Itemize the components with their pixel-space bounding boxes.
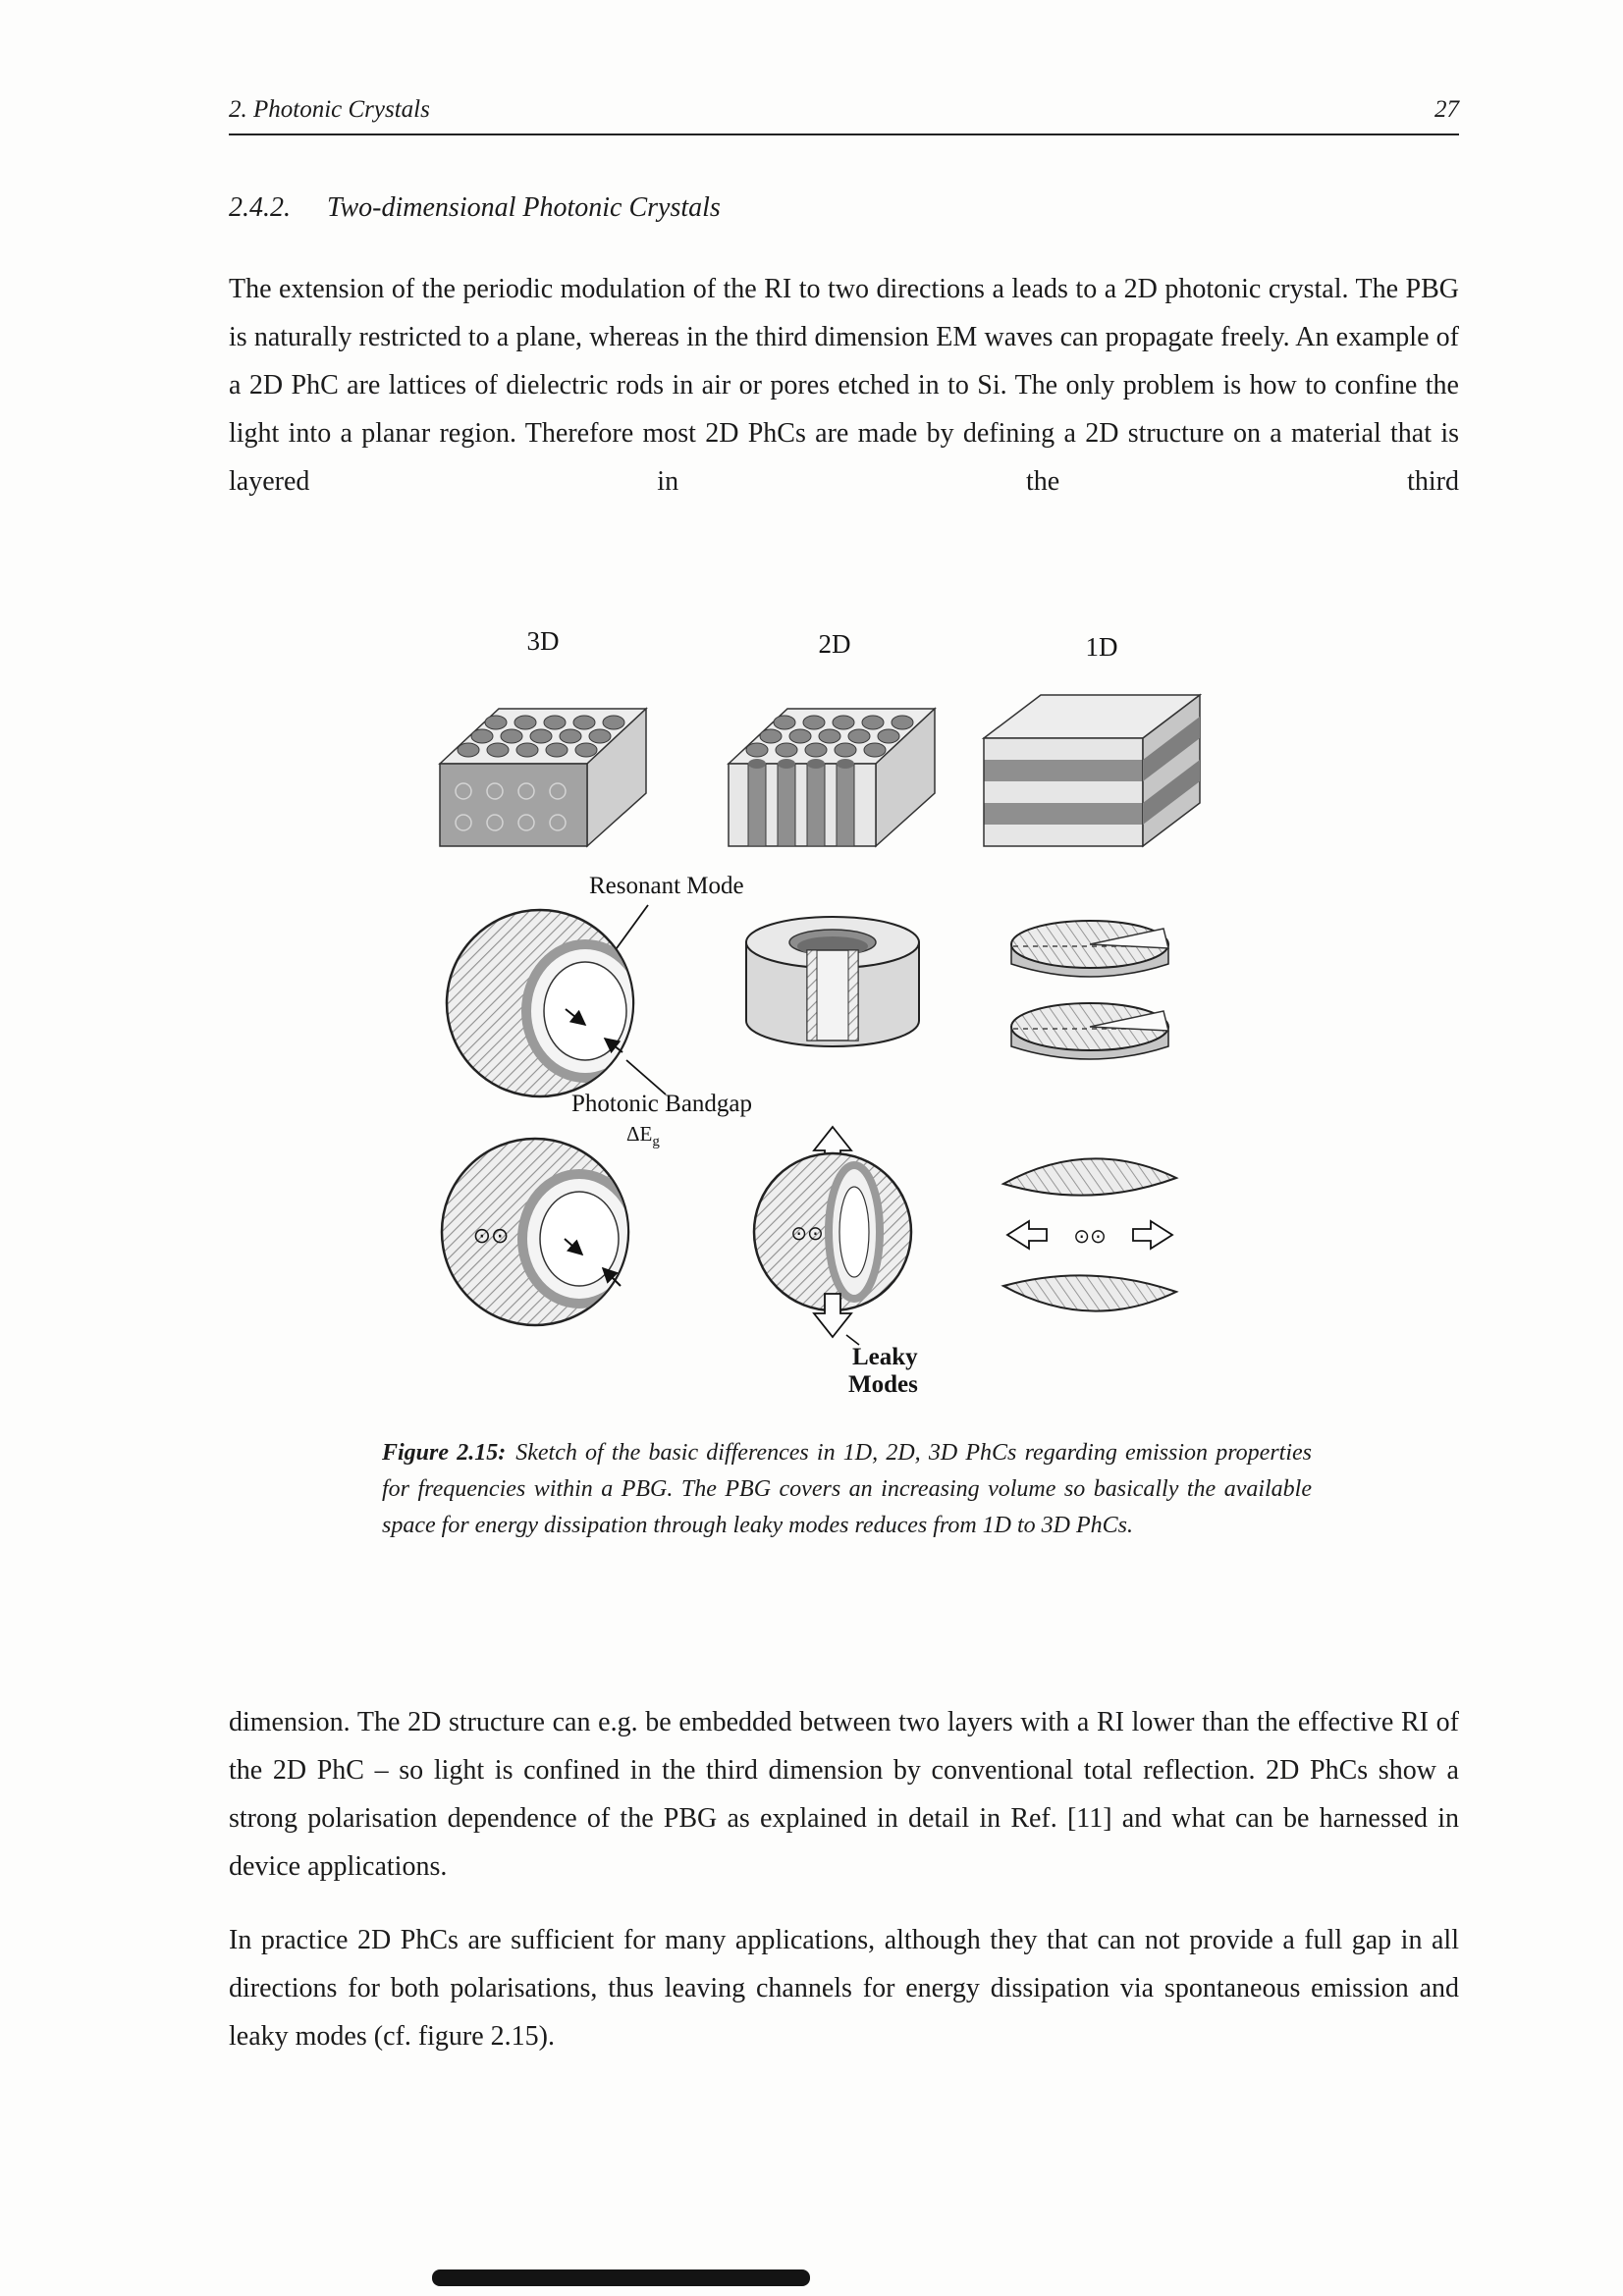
dipole-symbol-2d: ⊙⊙ <box>790 1221 824 1245</box>
figure-caption-text: Sketch of the basic differences in 1D, 2D, 3D PhCs regarding emission properties for frequencies within a PBG. The PBG covers an increasing volume so basically the available space for energy dissipation through leaky modes reduces from 1D to 3D PhCs. <box>382 1440 1312 1538</box>
section-heading <box>229 192 1459 224</box>
page-header <box>229 96 1459 135</box>
figure-label-leaky: Leaky <box>852 1344 918 1370</box>
figure-label-1d: 1D <box>1085 632 1118 662</box>
figure-label-2d: 2D <box>818 629 851 659</box>
leaky-left-arrow <box>1007 1221 1047 1249</box>
paragraph-1: The extension of the periodic modulation of the RI to two directions a leads to a 2D photonic crystal. The PBG is naturally restricted to a plane, whereas in the third dimension EM waves can propagate freely. An example of a 2D PhC are lattices of dielectric rods in air or pores etched in to Si. The only problem is how to confine the light into a planar region. Therefore most 2D PhCs are made by defining a 2D structure on a material that is layered in the third <box>229 274 1459 497</box>
figure-3d-sphere-resonant <box>447 910 644 1096</box>
figure-caption-label: Figure 2.15: <box>382 1440 507 1466</box>
figure-2d-sphere-leaky <box>754 1127 911 1337</box>
page-number: 27 <box>1434 96 1459 123</box>
figure-label-3d: 3D <box>526 626 560 656</box>
figure-label-delta-eg: $\Delta E_g$ <box>626 1122 660 1149</box>
figure-3d-slab <box>440 709 646 846</box>
figure-3d-sphere-leaky <box>442 1139 636 1325</box>
section-number: 2.4.2. <box>229 192 291 223</box>
leaky-right-arrow <box>1133 1221 1172 1249</box>
dipole-symbol-3d: ⊙⊙ <box>472 1224 510 1249</box>
figure-2-15-drawing <box>363 599 1247 1394</box>
figure-2-15 <box>363 599 1247 1394</box>
figure-caption <box>382 1435 1312 1544</box>
paragraph-3: In practice 2D PhCs are sufficient for many applications, although they that can not provide a full gap in all directions for both polarisations, thus leaving channels for energy dissipation via spontaneous emission and leaky modes (cf. figure 2.15). <box>229 1925 1459 2052</box>
running-title: 2. Photonic Crystals <box>229 96 430 123</box>
figure-1d-disks <box>1011 921 1168 1059</box>
figure-label-modes: Modes <box>848 1371 918 1394</box>
figure-1d-shells-leaky <box>1003 1158 1176 1310</box>
figure-label-photonic-bandgap: Photonic Bandgap <box>571 1091 753 1117</box>
scan-artifact-bar <box>432 2269 810 2286</box>
figure-2d-cylinder <box>746 917 919 1046</box>
figure-1d-stack <box>984 695 1200 846</box>
section-title: Two-dimensional Photonic Crystals <box>327 192 721 223</box>
figure-2d-slab <box>729 709 935 846</box>
paragraph-2: dimension. The 2D structure can e.g. be embedded between two layers with a RI lower than the effective RI of the 2D PhC – so light is confined in the third dimension by conventional total reflection. 2D PhCs show a strong polarisation dependence of the PBG as explained in detail in Ref. [11] and what can be harnessed in device applications. <box>229 1707 1459 1882</box>
figure-label-resonant-mode: Resonant Mode <box>589 873 744 899</box>
dipole-symbol-1d: ⊙⊙ <box>1073 1224 1107 1248</box>
bandgap-pointer-line <box>626 1060 666 1095</box>
